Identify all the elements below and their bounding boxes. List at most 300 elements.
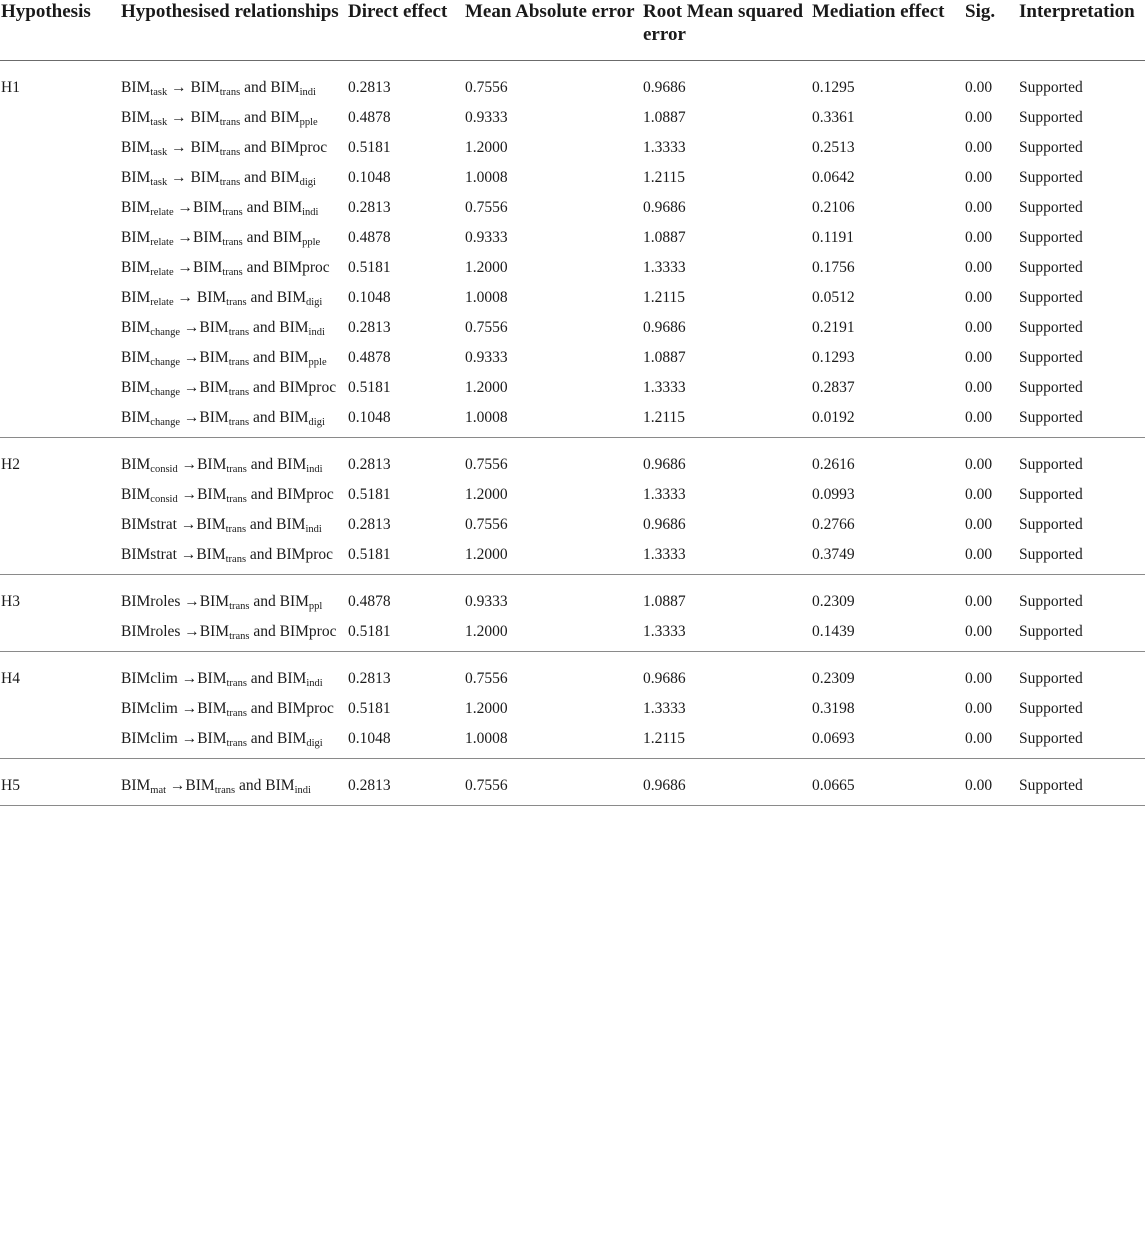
cell-relationship: [117, 544, 344, 575]
relationship-subscript: indi: [306, 464, 323, 475]
cell-hypothesis: H3: [1, 593, 20, 610]
relationship-subscript: pple: [302, 237, 321, 248]
cell-relationship: [117, 407, 344, 438]
cell-mean-absolute-error: 0.7556: [465, 670, 508, 687]
cell-relationship: [117, 759, 344, 806]
relationship-text: and BIM: [249, 409, 309, 426]
cell-hypothesis: [0, 377, 117, 407]
relationship-text: BIM: [121, 199, 151, 216]
relationship-subscript: task: [150, 177, 168, 188]
relationship-subscript: relate: [150, 297, 174, 308]
cell-root-mean-squared-error: 1.0887: [643, 109, 686, 126]
relationship-text: and BIMproc: [249, 379, 337, 396]
relationship-text: and BIM: [249, 593, 309, 610]
cell-hypothesis: [0, 227, 117, 257]
relationship-subscript: digi: [306, 297, 323, 308]
cell-root-mean-squared-error: 1.2115: [643, 169, 686, 186]
relationship-text: →BIM: [166, 777, 215, 794]
relationship-text: →BIM: [173, 259, 223, 276]
cell-relationship: [117, 728, 344, 759]
cell-mean-absolute-error: 1.2000: [465, 139, 508, 156]
relationship-text: BIM: [121, 486, 151, 503]
header-hypothesis: Hypothesis: [1, 1, 91, 22]
cell-root-mean-squared-error: 1.3333: [643, 486, 686, 503]
cell-root-mean-squared-error: 0.9686: [643, 319, 686, 336]
relationship-text: and BIMproc: [249, 623, 337, 640]
table-row: [0, 227, 1145, 257]
relationship-text: → BIM: [167, 79, 220, 96]
hypothesis-group: [0, 438, 1145, 575]
relationship-subscript: trans: [219, 147, 241, 158]
relationship-text: and BIMproc: [240, 139, 328, 156]
cell-mediation-effect: 0.2616: [812, 456, 855, 473]
relationship-text: and BIM: [235, 777, 295, 794]
cell-sig: 0.00: [965, 623, 993, 640]
cell-direct-effect: 0.4878: [348, 349, 391, 366]
relationship-text: and BIM: [246, 289, 306, 306]
cell-relationship: [117, 137, 344, 167]
cell-mediation-effect: 0.3361: [812, 109, 855, 126]
cell-direct-effect: 0.5181: [348, 623, 391, 640]
cell-interpretation: Supported: [1019, 79, 1083, 96]
cell-relationship: [117, 575, 344, 622]
relationship-text: BIMroles →BIM: [121, 623, 230, 640]
relationship-subscript: trans: [226, 708, 247, 719]
relationship-text: →BIM: [180, 319, 229, 336]
cell-mean-absolute-error: 0.7556: [465, 319, 508, 336]
relationship-text: and BIMproc: [242, 259, 330, 276]
cell-direct-effect: 0.2813: [348, 777, 391, 794]
cell-relationship: [117, 652, 344, 699]
relationship-text: and BIMproc: [246, 546, 333, 563]
cell-relationship: [117, 287, 344, 317]
cell-root-mean-squared-error: 1.2115: [643, 730, 686, 747]
cell-mean-absolute-error: 0.9333: [465, 109, 508, 126]
relationship-text: BIM: [121, 456, 151, 473]
relationship-subscript: trans: [219, 87, 241, 98]
cell-mean-absolute-error: 1.0008: [465, 409, 508, 426]
cell-direct-effect: 0.5181: [348, 139, 391, 156]
relationship-subscript: trans: [222, 267, 243, 278]
cell-interpretation: Supported: [1019, 516, 1083, 533]
table-row: [0, 621, 1145, 652]
relationship-subscript: change: [150, 357, 181, 368]
cell-mean-absolute-error: 0.9333: [465, 229, 508, 246]
cell-direct-effect: 0.5181: [348, 379, 391, 396]
cell-direct-effect: 0.2813: [348, 516, 391, 533]
cell-interpretation: Supported: [1019, 670, 1083, 687]
relationship-text: BIM: [121, 79, 151, 96]
relationship-subscript: trans: [226, 464, 247, 475]
relationship-text: →BIM: [180, 349, 229, 366]
relationship-subscript: trans: [228, 327, 250, 338]
cell-sig: 0.00: [965, 700, 993, 717]
relationship-text: →BIM: [180, 409, 229, 426]
cell-sig: 0.00: [965, 486, 993, 503]
relationship-subscript: trans: [226, 297, 247, 308]
cell-sig: 0.00: [965, 730, 993, 747]
relationship-text: →BIM: [180, 379, 229, 396]
relationship-subscript: trans: [219, 117, 241, 128]
relationship-text: and BIM: [240, 79, 300, 96]
relationship-subscript: consid: [150, 464, 178, 475]
relationship-text: →BIM: [173, 229, 223, 246]
cell-sig: 0.00: [965, 379, 993, 396]
cell-mean-absolute-error: 1.2000: [465, 379, 508, 396]
relationship-subscript: task: [150, 117, 168, 128]
header-interpretation: Interpretation: [1019, 1, 1135, 22]
relationship-text: BIMroles →BIM: [121, 593, 230, 610]
relationship-subscript: trans: [229, 631, 250, 642]
cell-interpretation: Supported: [1019, 700, 1083, 717]
cell-root-mean-squared-error: 1.2115: [643, 289, 686, 306]
relationship-subscript: pple: [308, 357, 327, 368]
cell-interpretation: Supported: [1019, 456, 1083, 473]
relationship-text: BIM: [121, 319, 151, 336]
cell-direct-effect: 0.2813: [348, 319, 391, 336]
cell-mean-absolute-error: 0.7556: [465, 199, 508, 216]
relationship-text: and BIM: [240, 109, 300, 126]
relationship-text: →BIM: [177, 456, 227, 473]
cell-mean-absolute-error: 0.9333: [465, 593, 508, 610]
cell-interpretation: Supported: [1019, 379, 1083, 396]
cell-mediation-effect: 0.1191: [812, 229, 855, 246]
relationship-subscript: digi: [308, 417, 325, 428]
hypothesis-group: [0, 575, 1145, 652]
relationship-subscript: change: [150, 387, 181, 398]
cell-mediation-effect: 0.2309: [812, 593, 855, 610]
cell-direct-effect: 0.5181: [348, 486, 391, 503]
cell-hypothesis: [0, 317, 117, 347]
cell-mean-absolute-error: 0.7556: [465, 777, 508, 794]
cell-root-mean-squared-error: 0.9686: [643, 199, 686, 216]
cell-relationship: [117, 197, 344, 227]
cell-root-mean-squared-error: 1.3333: [643, 546, 686, 563]
cell-mediation-effect: 0.2191: [812, 319, 855, 336]
relationship-text: and BIM: [249, 319, 309, 336]
cell-mediation-effect: 0.1295: [812, 79, 855, 96]
cell-sig: 0.00: [965, 229, 993, 246]
relationship-text: and BIM: [249, 349, 309, 366]
header-root-mean-squared-error: Root Mean squared error: [643, 1, 804, 45]
table-row: [0, 61, 1145, 108]
cell-interpretation: Supported: [1019, 593, 1083, 610]
relationship-text: and BIM: [240, 169, 300, 186]
cell-root-mean-squared-error: 0.9686: [643, 516, 686, 533]
relationship-text: and BIMproc: [246, 486, 334, 503]
cell-hypothesis: H2: [1, 456, 20, 473]
cell-relationship: [117, 484, 344, 514]
relationship-text: and BIM: [242, 229, 303, 246]
cell-direct-effect: 0.4878: [348, 593, 391, 610]
cell-sig: 0.00: [965, 139, 993, 156]
cell-direct-effect: 0.1048: [348, 169, 391, 186]
table-row: [0, 484, 1145, 514]
cell-root-mean-squared-error: 1.3333: [643, 700, 686, 717]
cell-sig: 0.00: [965, 259, 993, 276]
table-header: [0, 0, 1145, 61]
relationship-text: and BIM: [246, 456, 307, 473]
relationship-text: BIM: [121, 289, 151, 306]
cell-relationship: [117, 317, 344, 347]
cell-root-mean-squared-error: 1.3333: [643, 379, 686, 396]
relationship-text: and BIM: [246, 670, 307, 687]
cell-sig: 0.00: [965, 319, 993, 336]
cell-mean-absolute-error: 1.2000: [465, 623, 508, 640]
relationship-text: BIM: [121, 259, 151, 276]
cell-sig: 0.00: [965, 516, 993, 533]
cell-root-mean-squared-error: 1.3333: [643, 623, 686, 640]
header-direct-effect: Direct effect: [348, 1, 448, 22]
cell-hypothesis: [0, 137, 117, 167]
cell-hypothesis: H1: [1, 79, 20, 96]
cell-mean-absolute-error: 0.7556: [465, 516, 508, 533]
table-row: [0, 698, 1145, 728]
relationship-subscript: trans: [222, 237, 243, 248]
cell-mediation-effect: 0.0192: [812, 409, 855, 426]
cell-mean-absolute-error: 1.2000: [465, 700, 508, 717]
header-sig: Sig.: [965, 1, 996, 22]
relationship-subscript: indi: [306, 678, 323, 689]
cell-mediation-effect: 0.2106: [812, 199, 855, 216]
cell-mediation-effect: 0.0512: [812, 289, 855, 306]
cell-sig: 0.00: [965, 777, 993, 794]
cell-sig: 0.00: [965, 169, 993, 186]
cell-root-mean-squared-error: 0.9686: [643, 79, 686, 96]
cell-interpretation: Supported: [1019, 409, 1083, 426]
cell-relationship: [117, 698, 344, 728]
cell-direct-effect: 0.4878: [348, 109, 391, 126]
cell-hypothesis: [0, 167, 117, 197]
cell-direct-effect: 0.2813: [348, 199, 391, 216]
header-relationships: Hypothesised relationships: [121, 1, 339, 22]
relationship-text: and BIMproc: [246, 700, 334, 717]
relationship-text: and BIM: [246, 516, 306, 533]
hypothesis-group: [0, 652, 1145, 759]
relationship-text: BIMstrat →BIM: [121, 516, 226, 533]
cell-relationship: [117, 107, 344, 137]
relationship-text: BIM: [121, 777, 151, 794]
cell-interpretation: Supported: [1019, 139, 1083, 156]
relationship-text: BIMclim →BIM: [121, 700, 227, 717]
relationship-subscript: relate: [150, 207, 174, 218]
table-row: [0, 652, 1145, 699]
relationship-subscript: digi: [306, 738, 323, 749]
relationship-subscript: relate: [150, 267, 174, 278]
relationship-subscript: trans: [226, 678, 247, 689]
table-row: [0, 514, 1145, 544]
relationship-text: → BIM: [167, 109, 220, 126]
relationship-text: →BIM: [173, 199, 223, 216]
cell-interpretation: Supported: [1019, 623, 1083, 640]
relationship-subscript: trans: [222, 207, 243, 218]
header-mean-absolute-error: Mean Absolute error: [465, 1, 635, 22]
cell-mean-absolute-error: 1.0008: [465, 730, 508, 747]
cell-hypothesis: [0, 107, 117, 137]
cell-direct-effect: 0.2813: [348, 670, 391, 687]
relationship-text: BIM: [121, 379, 151, 396]
table-row: [0, 137, 1145, 167]
table-row: [0, 197, 1145, 227]
relationship-subscript: trans: [228, 357, 250, 368]
cell-mediation-effect: 0.0642: [812, 169, 855, 186]
cell-interpretation: Supported: [1019, 259, 1083, 276]
relationship-subscript: trans: [228, 417, 250, 428]
cell-root-mean-squared-error: 1.0887: [643, 229, 686, 246]
table-row: [0, 544, 1145, 575]
relationship-subscript: indi: [302, 207, 319, 218]
cell-mediation-effect: 0.2309: [812, 670, 855, 687]
hypothesis-group: [0, 61, 1145, 438]
relationship-subscript: ppl: [308, 601, 323, 612]
cell-sig: 0.00: [965, 199, 993, 216]
table-row: [0, 107, 1145, 137]
table-row: [0, 728, 1145, 759]
cell-direct-effect: 0.5181: [348, 259, 391, 276]
cell-relationship: [117, 167, 344, 197]
cell-mean-absolute-error: 0.7556: [465, 456, 508, 473]
header-row: [0, 0, 1145, 61]
relationship-subscript: trans: [225, 554, 247, 565]
relationship-subscript: indi: [294, 785, 311, 796]
cell-relationship: [117, 257, 344, 287]
relationship-text: BIM: [121, 409, 151, 426]
relationship-subscript: trans: [219, 177, 241, 188]
relationship-subscript: trans: [229, 601, 250, 612]
cell-hypothesis: H5: [1, 777, 20, 794]
cell-relationship: [117, 61, 344, 108]
relationship-subscript: relate: [150, 237, 174, 248]
cell-interpretation: Supported: [1019, 730, 1083, 747]
table-row: [0, 317, 1145, 347]
cell-interpretation: Supported: [1019, 319, 1083, 336]
cell-root-mean-squared-error: 1.3333: [643, 259, 686, 276]
relationship-text: BIM: [121, 349, 151, 366]
cell-hypothesis: [0, 484, 117, 514]
relationship-subscript: indi: [308, 327, 325, 338]
relationship-text: BIMclim →BIM: [121, 670, 227, 687]
cell-mean-absolute-error: 0.7556: [465, 79, 508, 96]
relationship-text: →BIM: [177, 486, 227, 503]
table-row: [0, 347, 1145, 377]
cell-sig: 0.00: [965, 409, 993, 426]
cell-hypothesis: [0, 197, 117, 227]
relationship-text: → BIM: [167, 139, 220, 156]
cell-direct-effect: 0.2813: [348, 456, 391, 473]
table-row: [0, 257, 1145, 287]
cell-interpretation: Supported: [1019, 199, 1083, 216]
cell-sig: 0.00: [965, 109, 993, 126]
relationship-text: and BIM: [246, 730, 307, 747]
relationship-subscript: trans: [228, 387, 250, 398]
cell-mediation-effect: 0.3749: [812, 546, 855, 563]
cell-mediation-effect: 0.1293: [812, 349, 855, 366]
cell-interpretation: Supported: [1019, 289, 1083, 306]
cell-mean-absolute-error: 1.0008: [465, 169, 508, 186]
cell-mean-absolute-error: 0.9333: [465, 349, 508, 366]
cell-mean-absolute-error: 1.0008: [465, 289, 508, 306]
cell-hypothesis: [0, 728, 117, 759]
cell-sig: 0.00: [965, 289, 993, 306]
relationship-subscript: trans: [226, 738, 247, 749]
cell-interpretation: Supported: [1019, 349, 1083, 366]
cell-relationship: [117, 514, 344, 544]
relationship-subscript: change: [150, 417, 181, 428]
relationship-subscript: pple: [299, 117, 318, 128]
relationship-subscript: trans: [226, 494, 247, 505]
cell-hypothesis: [0, 621, 117, 652]
table-row: [0, 759, 1145, 806]
relationship-text: BIM: [121, 109, 151, 126]
cell-direct-effect: 0.1048: [348, 289, 391, 306]
cell-sig: 0.00: [965, 349, 993, 366]
table-row: [0, 407, 1145, 438]
cell-hypothesis: [0, 347, 117, 377]
cell-mediation-effect: 0.2837: [812, 379, 855, 396]
cell-interpretation: Supported: [1019, 229, 1083, 246]
cell-hypothesis: [0, 287, 117, 317]
relationship-subscript: task: [150, 147, 168, 158]
cell-direct-effect: 0.5181: [348, 546, 391, 563]
relationship-text: → BIM: [173, 289, 227, 306]
cell-root-mean-squared-error: 0.9686: [643, 777, 686, 794]
cell-mediation-effect: 0.3198: [812, 700, 855, 717]
relationship-text: and BIM: [242, 199, 303, 216]
cell-relationship: [117, 347, 344, 377]
table-row: [0, 167, 1145, 197]
cell-mean-absolute-error: 1.2000: [465, 486, 508, 503]
cell-interpretation: Supported: [1019, 169, 1083, 186]
relationship-text: BIMclim →BIM: [121, 730, 227, 747]
cell-relationship: [117, 621, 344, 652]
cell-interpretation: Supported: [1019, 777, 1083, 794]
table-row: [0, 575, 1145, 622]
cell-relationship: [117, 438, 344, 485]
cell-direct-effect: 0.4878: [348, 229, 391, 246]
relationship-text: BIMstrat →BIM: [121, 546, 226, 563]
cell-mediation-effect: 0.2513: [812, 139, 855, 156]
cell-sig: 0.00: [965, 546, 993, 563]
cell-mediation-effect: 0.1439: [812, 623, 855, 640]
relationship-subscript: indi: [305, 524, 322, 535]
relationship-subscript: trans: [214, 785, 236, 796]
cell-hypothesis: H4: [1, 670, 20, 687]
cell-interpretation: Supported: [1019, 109, 1083, 126]
cell-root-mean-squared-error: 1.2115: [643, 409, 686, 426]
cell-sig: 0.00: [965, 593, 993, 610]
relationship-subscript: change: [150, 327, 181, 338]
cell-mediation-effect: 0.0693: [812, 730, 855, 747]
relationship-text: BIM: [121, 169, 151, 186]
cell-mediation-effect: 0.2766: [812, 516, 855, 533]
relationship-subscript: task: [150, 87, 168, 98]
hypothesis-group: [0, 759, 1145, 806]
relationship-subscript: indi: [299, 87, 316, 98]
cell-direct-effect: 0.1048: [348, 409, 391, 426]
table-row: [0, 287, 1145, 317]
relationship-subscript: mat: [150, 785, 167, 796]
cell-sig: 0.00: [965, 456, 993, 473]
cell-interpretation: Supported: [1019, 546, 1083, 563]
cell-mean-absolute-error: 1.2000: [465, 259, 508, 276]
cell-direct-effect: 0.1048: [348, 730, 391, 747]
cell-direct-effect: 0.5181: [348, 700, 391, 717]
table-row: [0, 438, 1145, 485]
relationship-subscript: trans: [225, 524, 247, 535]
cell-root-mean-squared-error: 1.0887: [643, 349, 686, 366]
cell-hypothesis: [0, 257, 117, 287]
relationship-subscript: consid: [150, 494, 178, 505]
